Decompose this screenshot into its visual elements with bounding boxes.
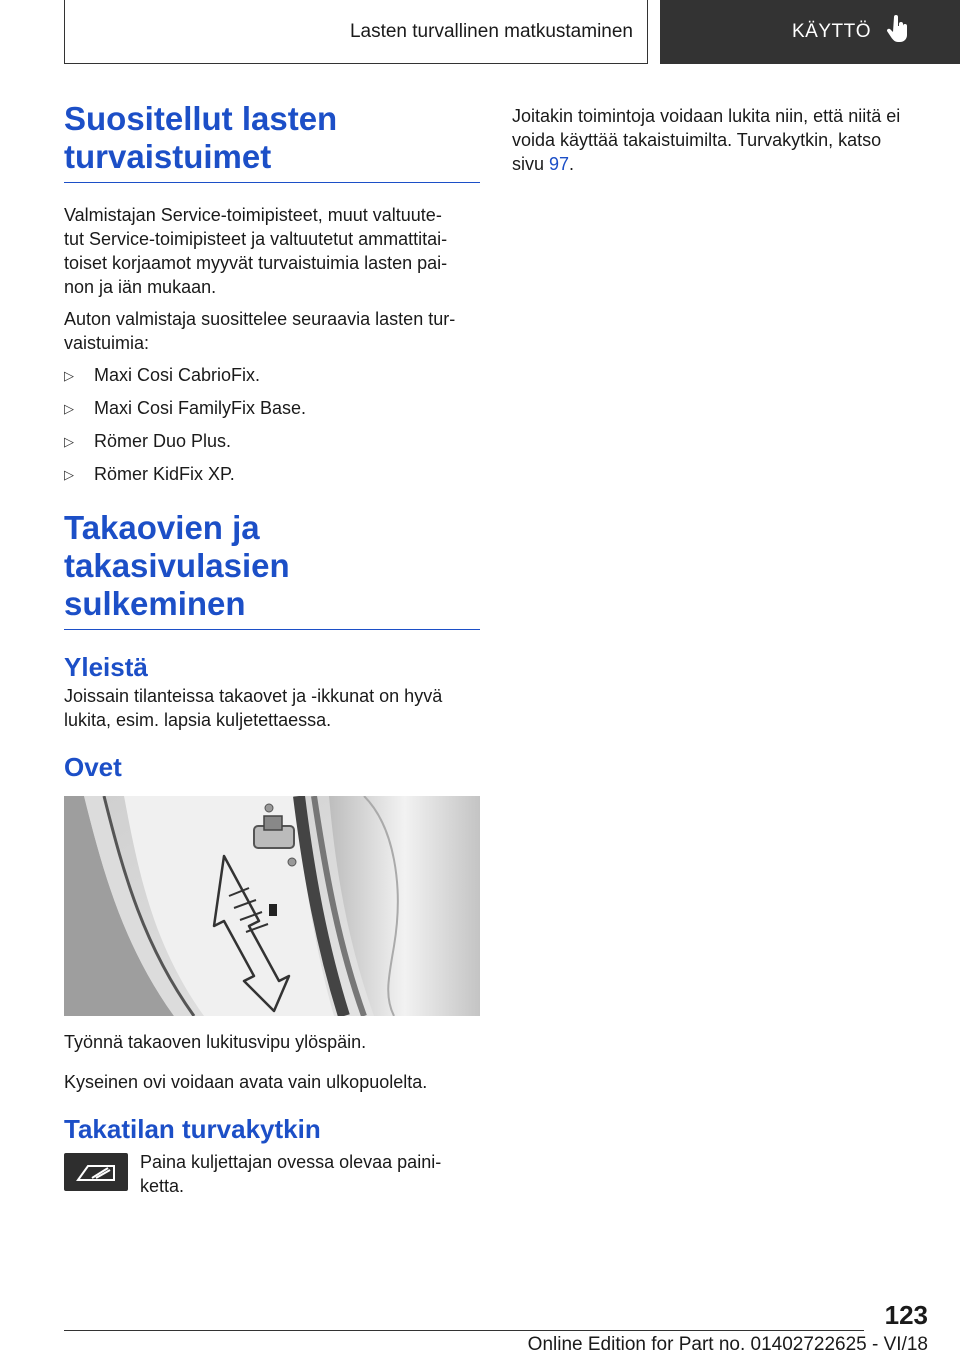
paragraph-recommends: Auton valmistaja suosittelee seuraavia lasten tur- vaistuimia:: [64, 309, 456, 353]
list-item: ▷ Römer Duo Plus.: [64, 429, 480, 454]
section-tab[interactable]: [660, 0, 960, 64]
door-lock-figure: [64, 796, 480, 1016]
window-lock-icon: [64, 1153, 128, 1191]
subheading-general: Yleistä: [64, 652, 148, 682]
page-number: 123: [884, 1300, 928, 1330]
left-column: [64, 100, 480, 1198]
heading-recommended-child-seats: Suositellut lasten turvaistuimet: [64, 100, 480, 183]
bullet-triangle-icon: ▷: [64, 401, 74, 416]
edition-note: Online Edition for Part no. 01402722625 - VI/18: [527, 1334, 928, 1355]
page-link-97[interactable]: 97: [549, 154, 570, 174]
paragraph-outside-only: Kyseinen ovi voidaan avata vain ulkopuolelta.: [64, 1072, 428, 1092]
paragraph-push-lever: Työnnä takaoven lukitusvipu ylöspäin.: [64, 1032, 367, 1052]
chapter-header: [64, 0, 648, 64]
paragraph-general: Joissain tilanteissa takaovet ja -ikkunat on hyvä lukita, esim. lapsia kuljetettaessa.: [64, 686, 443, 730]
section-tab-label: KÄYTTÖ: [792, 21, 872, 42]
footer-divider: [64, 1330, 864, 1331]
bullet-triangle-icon: ▷: [64, 467, 74, 482]
paragraph-press-button: Paina kuljettajan ovessa olevaa paini- ketta.: [140, 1152, 442, 1196]
chapter-title: Lasten turvallinen matkustaminen: [349, 20, 633, 42]
heading-rear-doors-locking: Takaovien ja takasivulasien sulkeminen: [64, 509, 480, 630]
right-column: [512, 100, 928, 176]
subheading-doors: Ovet: [64, 752, 122, 782]
hand-pointer-icon: [887, 15, 911, 49]
child-seat-list: [64, 363, 480, 487]
list-item: ▷ Maxi Cosi CabrioFix.: [64, 363, 480, 388]
safety-switch-row: [64, 1150, 480, 1198]
subheading-rear-safety-switch: Takatilan turvakytkin: [64, 1114, 321, 1144]
paragraph-dealers: Valmistajan Service-toimipisteet, muut valtuute- tut Service-toimipisteet ja valtuutetut ammattitai- toiset korjaamot myyvät turvaistuimia lasten pai- non ja iän mukaan.: [64, 205, 448, 297]
bullet-triangle-icon: ▷: [64, 434, 74, 449]
list-item: ▷ Römer KidFix XP.: [64, 462, 480, 487]
bullet-triangle-icon: ▷: [64, 368, 74, 383]
paragraph-lock-functions: Joitakin toimintoja voidaan lukita niin, että niitä ei voida käyttää takaistuimilta. Turvakytkin, katso sivu 97.: [512, 106, 901, 174]
list-item: ▷ Maxi Cosi FamilyFix Base.: [64, 396, 480, 421]
